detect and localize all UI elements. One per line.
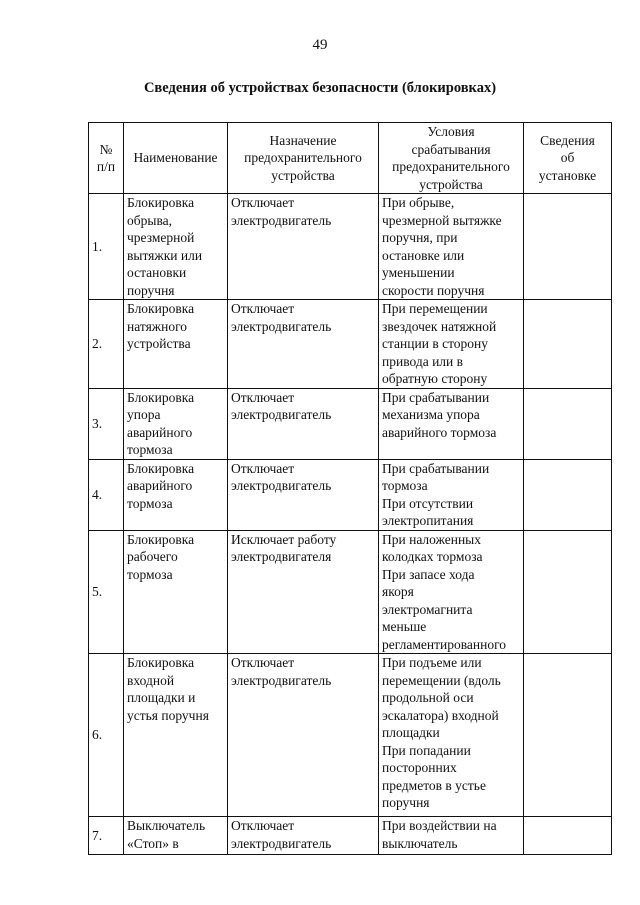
device-name-cell bbox=[124, 194, 228, 300]
safety-devices-table bbox=[88, 122, 612, 855]
cell-line: поручня bbox=[127, 282, 175, 298]
header-conditions bbox=[379, 123, 524, 194]
header-number bbox=[89, 123, 124, 194]
row-number: 7. bbox=[89, 817, 124, 855]
cell-line: тормоза bbox=[127, 495, 173, 511]
cell-line: При запасе хода bbox=[382, 566, 475, 582]
cell-line: остановке или bbox=[382, 247, 465, 263]
cell-line: натяжного bbox=[127, 318, 188, 334]
cell-line: срабатывания bbox=[411, 141, 491, 157]
cell-line: посторонних bbox=[382, 760, 457, 775]
cell-line: электродвигатель bbox=[231, 212, 332, 228]
installation-info-cell bbox=[524, 459, 612, 530]
cell-line: электромагнита bbox=[382, 601, 473, 617]
cell-line: устройства bbox=[127, 336, 191, 351]
table-row bbox=[89, 459, 612, 530]
trigger-conditions-cell bbox=[379, 654, 524, 817]
cell-line: чрезмерной вытяжке bbox=[382, 212, 502, 228]
cell-line: тормоза bbox=[127, 566, 173, 582]
cell-line: станции в сторону bbox=[382, 336, 489, 351]
cell-line: рабочего bbox=[127, 549, 178, 564]
row-number: 1. bbox=[89, 194, 124, 300]
cell-line: выключатель bbox=[382, 835, 458, 851]
cell-line: электродвигатель bbox=[231, 478, 332, 493]
row-number: 4. bbox=[89, 459, 124, 530]
table-row bbox=[89, 194, 612, 300]
cell-line: При воздействии на bbox=[382, 818, 497, 833]
header-purpose bbox=[228, 123, 379, 194]
cell-line: аварийного тормоза bbox=[382, 424, 497, 440]
trigger-conditions-cell bbox=[379, 817, 524, 855]
table-row bbox=[89, 817, 612, 855]
cell-line: Отключает bbox=[231, 301, 295, 316]
cell-line: устройства bbox=[271, 167, 335, 183]
cell-line: Отключает bbox=[231, 389, 295, 405]
cell-line: Блокировка bbox=[127, 389, 195, 405]
trigger-conditions-cell bbox=[379, 459, 524, 530]
installation-info-cell bbox=[524, 817, 612, 855]
trigger-conditions-cell bbox=[379, 530, 524, 654]
cell-line: При отсутствии bbox=[382, 495, 474, 511]
cell-line: предметов в устье bbox=[382, 777, 486, 793]
cell-line: продольной оси bbox=[382, 690, 474, 705]
cell-line: обрыва, bbox=[127, 212, 173, 228]
header-name bbox=[124, 123, 228, 194]
cell-line: чрезмерной bbox=[127, 230, 195, 245]
trigger-conditions-cell bbox=[379, 388, 524, 459]
cell-line: Назначение bbox=[269, 132, 337, 148]
cell-line: установке bbox=[538, 167, 597, 183]
table-body bbox=[89, 194, 612, 855]
cell-line: электродвигателя bbox=[231, 549, 332, 564]
document-title: Сведения об устройствах безопасности (блокировках) bbox=[143, 80, 497, 96]
cell-line: п/п bbox=[96, 159, 116, 174]
cell-line: меньше bbox=[382, 619, 427, 634]
device-purpose-cell bbox=[228, 300, 379, 389]
cell-line: тормоза bbox=[382, 478, 428, 493]
table-row bbox=[89, 300, 612, 389]
device-purpose-cell bbox=[228, 817, 379, 855]
device-purpose-cell bbox=[228, 459, 379, 530]
device-name-cell bbox=[124, 817, 228, 855]
cell-line: остановки bbox=[127, 265, 187, 280]
cell-line: аварийного bbox=[127, 424, 193, 440]
table-row bbox=[89, 654, 612, 817]
table-header-row bbox=[89, 123, 612, 194]
row-number: 5. bbox=[89, 530, 124, 654]
row-number: 3. bbox=[89, 388, 124, 459]
cell-line: привода или в bbox=[382, 353, 464, 369]
cell-line: поручня, при bbox=[382, 230, 458, 245]
installation-info-cell bbox=[524, 388, 612, 459]
trigger-conditions-cell bbox=[379, 194, 524, 300]
cell-line: Блокировка bbox=[127, 655, 195, 670]
installation-info-cell bbox=[524, 194, 612, 300]
row-number: 2. bbox=[89, 300, 124, 389]
cell-line: Сведения bbox=[540, 132, 595, 148]
cell-line: Отключает bbox=[231, 818, 295, 833]
cell-line: площадки и bbox=[127, 690, 196, 705]
cell-line: Блокировка bbox=[127, 460, 195, 476]
cell-line: «Стоп» в bbox=[127, 835, 179, 851]
cell-line: устья поручня bbox=[127, 707, 209, 723]
cell-line: Наименование bbox=[133, 150, 218, 166]
device-purpose-cell bbox=[228, 194, 379, 300]
device-purpose-cell bbox=[228, 388, 379, 459]
cell-line: Отключает bbox=[231, 460, 295, 476]
cell-line: якоря bbox=[382, 584, 414, 599]
device-name-cell bbox=[124, 459, 228, 530]
cell-line: предохранительного bbox=[244, 150, 362, 166]
cell-line: поручня bbox=[382, 795, 430, 810]
cell-line: При обрыве, bbox=[382, 195, 455, 210]
cell-line: об bbox=[560, 150, 575, 166]
device-purpose-cell bbox=[228, 530, 379, 654]
cell-line: При попадании bbox=[382, 742, 471, 758]
device-name-cell bbox=[124, 388, 228, 459]
device-name-cell bbox=[124, 654, 228, 817]
device-purpose-cell bbox=[228, 654, 379, 817]
cell-line: Блокировка bbox=[127, 531, 195, 547]
cell-line: Отключает bbox=[231, 655, 295, 670]
cell-line: скорости поручня bbox=[382, 282, 485, 298]
cell-line: уменьшении bbox=[382, 265, 455, 280]
trigger-conditions-cell bbox=[379, 300, 524, 389]
device-name-cell bbox=[124, 300, 228, 389]
device-name-cell bbox=[124, 530, 228, 654]
cell-line: звездочек натяжной bbox=[382, 318, 497, 334]
cell-line: При срабатывании bbox=[382, 460, 490, 476]
cell-line: Отключает bbox=[231, 195, 295, 210]
table-row bbox=[89, 388, 612, 459]
cell-line: При перемещении bbox=[382, 301, 488, 316]
cell-line: обратную сторону bbox=[382, 371, 488, 386]
cell-line: механизма упора bbox=[382, 407, 480, 422]
cell-line: электродвигатель bbox=[231, 318, 332, 334]
header-installation bbox=[524, 123, 612, 194]
cell-line: Выключатель bbox=[127, 818, 206, 833]
cell-line: электропитания bbox=[382, 513, 474, 528]
cell-line: регламентированного bbox=[382, 636, 507, 652]
cell-line: электродвигатель bbox=[231, 672, 332, 688]
cell-line: При срабатывании bbox=[382, 389, 490, 405]
cell-line: упора bbox=[127, 407, 161, 422]
table-row bbox=[89, 530, 612, 654]
installation-info-cell bbox=[524, 300, 612, 389]
cell-line: Блокировка bbox=[127, 195, 195, 210]
cell-line: Исключает работу bbox=[231, 531, 337, 547]
cell-line: Блокировка bbox=[127, 301, 195, 316]
cell-line: аварийного bbox=[127, 478, 193, 493]
cell-line: При подъеме или bbox=[382, 655, 482, 670]
cell-line: входной bbox=[127, 672, 175, 688]
page-number: 49 bbox=[312, 37, 328, 53]
cell-line: № bbox=[99, 141, 113, 157]
cell-line: перемещении (вдоль bbox=[382, 672, 501, 688]
cell-line: вытяжки или bbox=[127, 247, 203, 263]
cell-line: При наложенных bbox=[382, 531, 481, 547]
row-number: 6. bbox=[89, 654, 124, 817]
cell-line: Условия bbox=[427, 124, 475, 139]
cell-line: площадки bbox=[382, 725, 440, 740]
installation-info-cell bbox=[524, 654, 612, 817]
installation-info-cell bbox=[524, 530, 612, 654]
cell-line: электродвигатель bbox=[231, 407, 332, 422]
cell-line: устройства bbox=[419, 176, 483, 192]
cell-line: колодках тормоза bbox=[382, 549, 483, 564]
cell-line: эскалатора) входной bbox=[382, 707, 499, 723]
cell-line: тормоза bbox=[127, 442, 173, 457]
cell-line: предохранительного bbox=[392, 159, 510, 174]
cell-line: электродвигатель bbox=[231, 835, 332, 851]
